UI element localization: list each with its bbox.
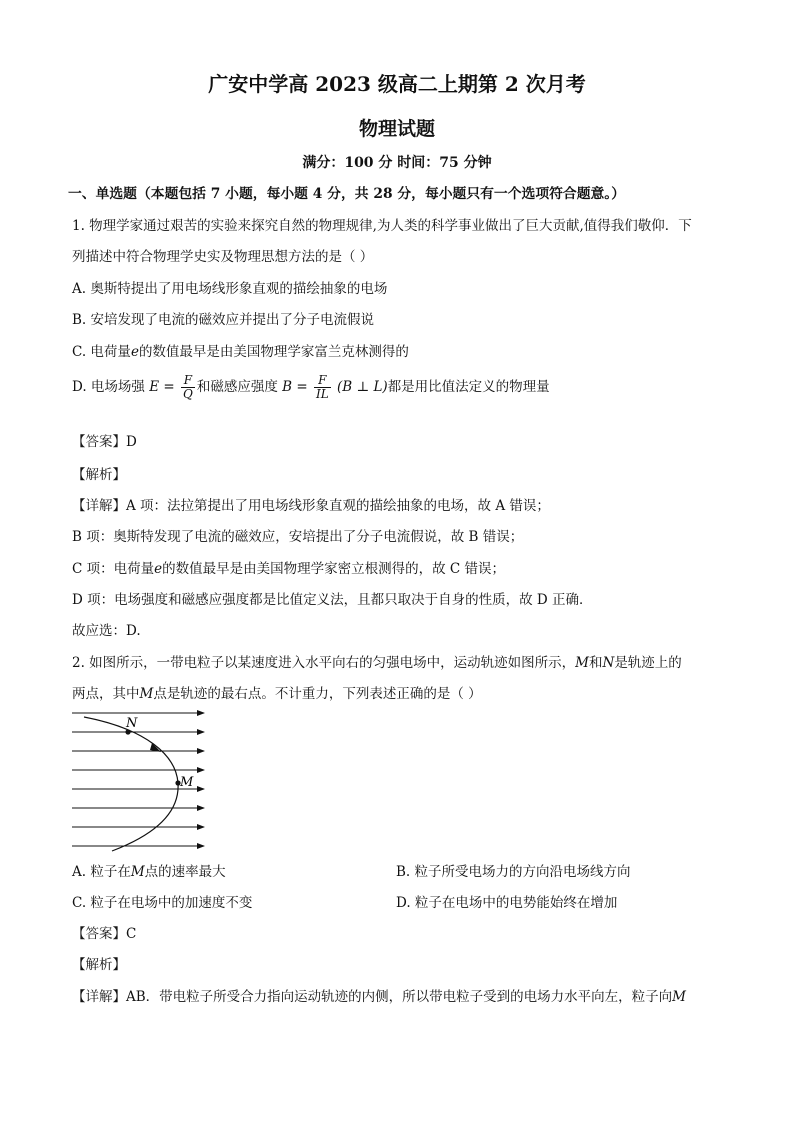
q1-option-d-post: 都是用比值法定义的物理量 [387,379,550,395]
q2-option-b: B. 粒子所受电场力的方向沿电场线方向 [396,864,631,880]
q2-detail [72,985,686,1005]
q2-stem-m: M [575,655,589,671]
q1-answer-value: D [126,434,137,450]
q1-option-a: A. 奥斯特提出了用电场线形象直观的描绘抽象的电场 [72,281,388,297]
q1-option-d-e: E [149,379,160,395]
q1-option-d: D. 电场场强 E = $\frac{F}{Q}$ 和磁感应强度 B = $\frac{F}{IL}$ (B ⊥ L)都是用比值法定义的物理量 [72,373,550,401]
q2-option-a-post: 点的速率最大 [144,864,226,880]
q2-stem-line1-post: 是轨迹上的 [614,655,682,671]
q1-detail-c-post: 的数值最早是由美国物理学家密立根测得的，故 C 错误； [162,561,506,577]
label-m: M [180,775,194,790]
q2-option-a-m: M [130,864,145,880]
q1-detail-a [72,494,550,514]
q2-stem-line2 [72,682,482,702]
q1-option-d-fraction-e-num: F [181,374,195,388]
q1-answer-label: 【答案】 [72,434,126,450]
q1-option-c-post: 的数值最早是由美国物理学家富兰克林测得的 [138,344,409,360]
exam-title: 广安中学高 2023 级高二上期第 2 次月考 [208,72,586,96]
exam-meta: 满分：100 分 时间：75 分钟 [302,155,492,171]
q2-option-a [72,860,226,880]
q1-stem-line1: 1. 物理学家通过艰苦的实验来探究自然的物理规律,为人类的科学事业做出了巨大贡献,值得我们敬仰．下 [72,218,692,234]
q1-detail-c-var: e [154,561,163,577]
q1-option-d-fraction-b-den: IL [315,387,329,401]
q1-option-b: B. 安培发现了电流的磁效应并提出了分子电流假说 [72,312,375,328]
q1-option-d-condition: (B ⊥ L) [336,379,388,395]
q2-stem-line2-post: 点是轨迹的最右点。不计重力，下列表述正确的是（ ） [153,686,482,702]
subject-title: 物理试题 [358,118,435,140]
q2-detail-label: 【详解】 [72,989,126,1005]
q2-detail-text: AB．带电粒子所受合力指向运动轨迹的内侧，所以带电粒子受到的电场力水平向左，粒子向 [126,989,673,1005]
q2-field-diagram [66,705,216,855]
q1-option-d-b: B [282,379,293,395]
q1-option-d-fraction-b-num: F [314,374,331,388]
q1-analysis-label: 【解析】 [72,467,126,483]
q1-option-c-var: e [130,344,139,360]
q2-stem-and: 和 [589,655,603,671]
q2-analysis-label: 【解析】 [72,957,126,973]
q1-detail-label: 【详解】 [72,498,126,514]
q1-option-d-fraction-e [181,374,195,401]
q2-detail-m: M [672,989,686,1005]
q1-detail-a-text: A 项：法拉第提出了用电场线形象直观的描绘抽象的电场，故 A 错误； [126,498,550,514]
q1-option-d-fraction-b [314,374,331,401]
q2-stem-m2: M [139,686,154,702]
q2-answer-label: 【答案】 [72,926,126,942]
q1-answer [72,430,137,450]
q2-answer-value: C [126,926,137,942]
q1-stem-line2: 列描述中符合物理学史实及物理思想方法的是（ ） [72,249,374,265]
q1-option-c-pre: C. 电荷量 [72,344,131,360]
q1-option-d-mid: 和磁感应强度 [196,379,278,395]
q1-option-c [72,340,409,360]
q2-stem-line1 [72,651,682,671]
q1-detail-d: D 项：电场强度和磁感应强度都是比值定义法，且都只取决于自身的性质，故 D 正确． [72,592,593,608]
q2-stem-line1-pre: 2. 如图所示，一带电粒子以某速度进入水平向右的匀强电场中，运动轨迹如图所示， [72,655,576,671]
q1-detail-b: B 项：奥斯特发现了电流的磁效应，安培提出了分子电流假说，故 B 错误； [72,529,524,545]
q1-option-d-pre: D. 电场场强 [72,379,145,395]
particle-trajectory [84,717,178,851]
q1-detail-c-pre: C 项：电荷量 [72,561,155,577]
section-heading: 一、单选题（本题包括 7 小题，每小题 4 分，共 28 分，每小题只有一个选项符合题意。） [68,186,626,202]
q2-stem-line2-pre: 两点，其中 [72,686,140,702]
label-n: N [126,716,138,731]
q2-option-c: C. 粒子在电场中的加速度不变 [72,895,253,911]
q2-option-a-pre: A. 粒子在 [72,864,131,880]
q1-option-d-fraction-e-den: Q [183,387,193,401]
q1-conclusion: 故应选：D. [72,623,141,639]
q2-stem-n: N [602,655,615,671]
q2-answer [72,922,136,942]
q1-detail-c [72,557,505,577]
q2-option-d: D. 粒子在电场中的电势能始终在增加 [396,895,618,911]
